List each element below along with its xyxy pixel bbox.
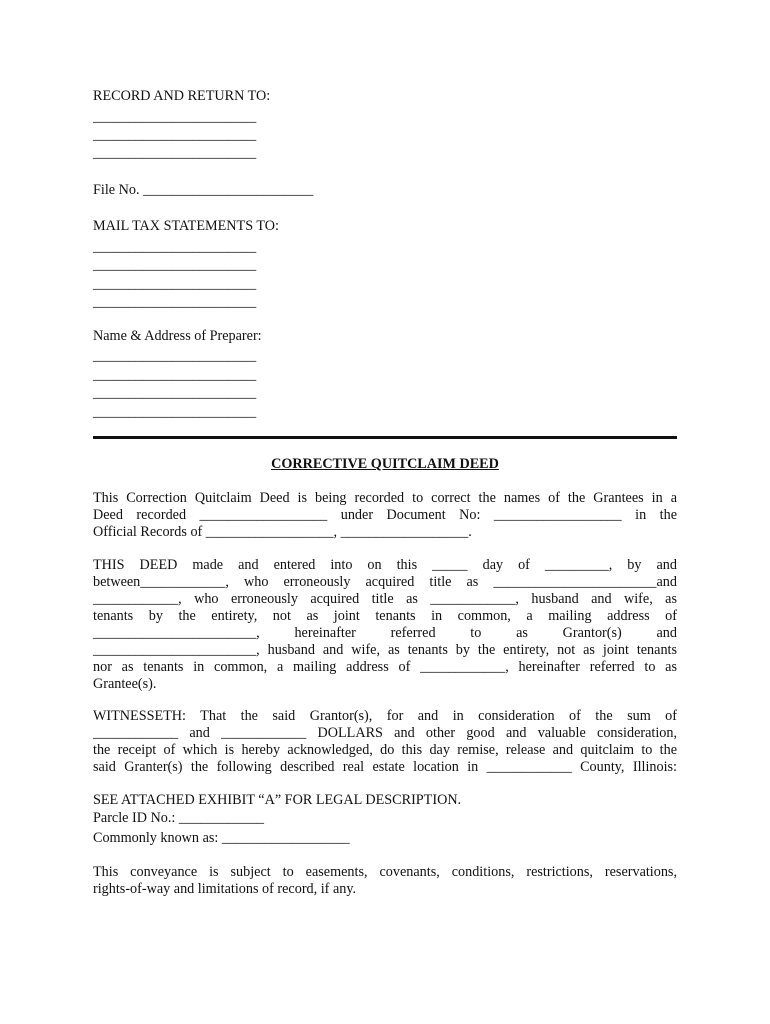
witness-line: WITNESSETH: That the said Grantor(s), for and in consideration of the sum of [93, 708, 677, 724]
header-divider [93, 436, 677, 439]
intro-paragraph [93, 490, 677, 541]
conveyance-line: This conveyance is subject to easements, covenants, conditions, restrictions, reservations, [93, 864, 677, 880]
deed-line: nor as tenants in common, a mailing address of ____________, hereinafter referred to as [93, 659, 677, 675]
preparer-line: _______________________ [93, 367, 257, 383]
parcel-id: Parcle ID No.: ____________ [93, 810, 265, 826]
deed-line: ____________, who erroneously acquired title as ____________, husband and wife, as [93, 591, 677, 607]
deed-line: _______________________, hereinafter referred to as Grantor(s) and [93, 625, 677, 641]
mail-tax-line: _______________________ [93, 239, 257, 255]
witness-line: ____________ and ____________ DOLLARS and other good and valuable consideration, [93, 725, 677, 741]
deed-line: tenants by the entirety, not as joint tenants in common, a mailing address of [93, 608, 677, 624]
conveyance-paragraph [93, 864, 677, 898]
deed-paragraph [93, 557, 677, 693]
deed-line: Grantee(s). [93, 676, 157, 692]
witness-line: said Granter(s) the following described real estate location in ____________ County, Illinois: [93, 759, 677, 775]
record-return-line: _______________________ [93, 145, 257, 161]
deed-title: CORRECTIVE QUITCLAIM DEED [271, 456, 499, 472]
mail-tax-line: _______________________ [93, 276, 257, 292]
mail-tax-line: _______________________ [93, 257, 257, 273]
preparer-line: _______________________ [93, 348, 257, 364]
mail-tax-label: MAIL TAX STATEMENTS TO: [93, 218, 279, 234]
exhibit-reference: SEE ATTACHED EXHIBIT “A” FOR LEGAL DESCRIPTION. [93, 792, 462, 808]
record-return-line: _______________________ [93, 109, 257, 125]
intro-line: Deed recorded __________________ under Document No: __________________ in the [93, 507, 677, 523]
deed-line: THIS DEED made and entered into on this _____ day of _________, by and [93, 557, 677, 573]
witnesseth-paragraph [93, 708, 677, 776]
record-return-line: _______________________ [93, 127, 257, 143]
record-return-label: RECORD AND RETURN TO: [93, 88, 271, 104]
preparer-label: Name & Address of Preparer: [93, 328, 262, 344]
intro-line: Official Records of __________________, __________________. [93, 524, 472, 540]
commonly-known: Commonly known as: __________________ [93, 830, 350, 846]
preparer-line: _______________________ [93, 385, 257, 401]
intro-line: This Correction Quitclaim Deed is being recorded to correct the names of the Grantees in a [93, 490, 677, 506]
deed-line: _______________________, husband and wife, as tenants by the entirety, not as joint tenants [93, 642, 677, 658]
witness-line: the receipt of which is hereby acknowledged, do this day remise, release and quitclaim to the [93, 742, 677, 758]
deed-line: between____________, who erroneously acquired title as _______________________and [93, 574, 677, 590]
mail-tax-line: _______________________ [93, 294, 257, 310]
conveyance-line: rights-of-way and limitations of record, if any. [93, 881, 357, 897]
preparer-line: _______________________ [93, 404, 257, 420]
file-number: File No. ________________________ [93, 182, 314, 198]
